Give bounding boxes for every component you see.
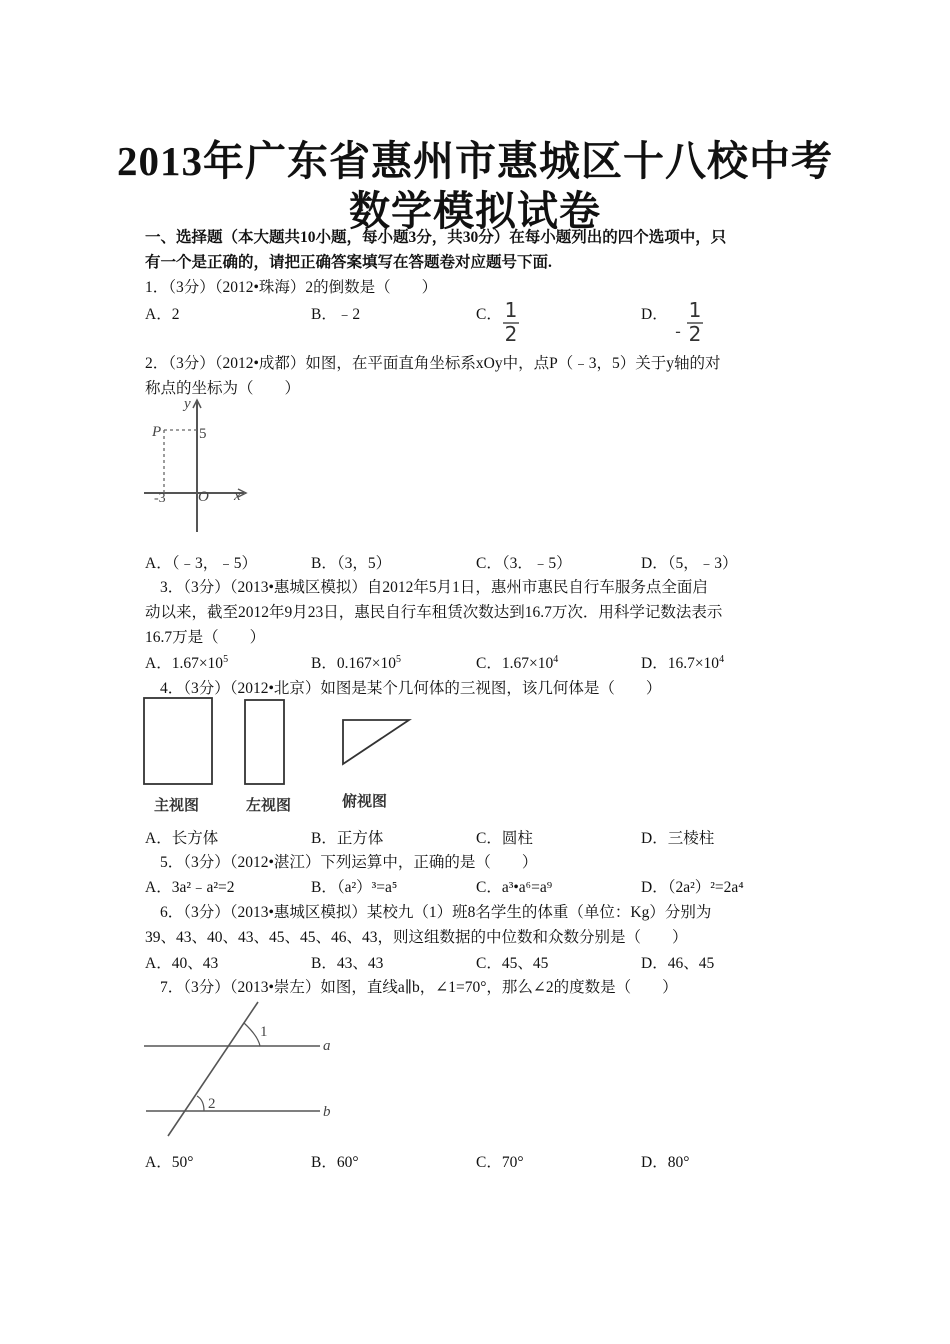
side-view [245,700,284,784]
question-2-options [145,551,810,575]
option-c[interactable] [476,651,558,673]
coordinate-figure [142,394,252,536]
option-d[interactable] [641,651,724,673]
option-d[interactable]: D．（5，﹣3） [641,555,738,572]
option-c[interactable]: C． [476,306,502,323]
angle-2-label: 2 [208,1096,216,1112]
question-7-stem: 7．（3分）（2013•崇左）如图，直线a∥b，∠1=70°，那么∠2的度数是（ ） [160,979,678,996]
question-3-stem-line1: 3．（3分）（2013•惠城区模拟）自2012年5月1日，惠州市惠民自行车服务点全面启 [160,579,708,596]
option-a-exponent: 5 [223,654,229,665]
axis-x-label: x [234,488,241,504]
parallel-lines-figure [140,996,350,1142]
section-heading-line: 有一个是正确的，请把正确答案填写在答题卷对应题号下面. [145,254,552,271]
top-view-label: 俯视图 [342,792,388,810]
option-d[interactable]: D．46、45 [641,955,715,972]
option-b-base: B．0.167×10 [311,655,396,672]
option-d[interactable]: D．80° [641,1154,690,1171]
option-a[interactable]: A．40、43 [145,955,219,972]
question-3-options [145,651,810,675]
option-c[interactable]: C．70° [476,1154,524,1171]
option-b[interactable] [311,651,401,673]
option-b[interactable]: B．60° [311,1154,359,1171]
question-5-options [145,875,810,899]
option-d[interactable]: D．三棱柱 [641,830,715,847]
option-a-base: A．1.67×10 [145,655,224,672]
option-d-exponent: 4 [719,654,725,665]
angle-1-label: 1 [260,1024,268,1040]
tick-5-label: 5 [199,426,207,442]
line-a-label: a [323,1038,331,1054]
option-b[interactable]: B．正方体 [311,830,384,847]
stem-line: 称点的坐标为（ ） [145,380,301,397]
stem-line: 2．（3分）（2012•成都）如图，在平面直角坐标系xOy中，点P（﹣3，5）关于y轴的对 [145,355,721,372]
option-c[interactable]: C．a³•a⁶=a⁹ [476,879,553,896]
question-1-stem: 1．（3分）（2012•珠海）2的倒数是（ ） [145,279,438,296]
option-c-base: C．1.67×10 [476,655,554,672]
option-d[interactable]: D． [641,306,668,323]
option-c[interactable]: C．（3．﹣5） [476,555,572,572]
fraction-c [495,295,525,345]
front-view [144,698,212,784]
page-title-line1: 2013年广东省惠州市惠城区十八校中考 [117,138,833,184]
question-3-stem-line2: 动以来，截至2012年9月23日，惠民自行车租赁次数达到16.7万次．用科学记数法表示 [145,604,723,621]
option-d-base: D．16.7×10 [641,655,720,672]
option-a[interactable]: A．2 [145,306,180,323]
fraction-c-denominator: 2 [504,322,518,345]
option-b[interactable]: B．﹣2 [311,306,361,323]
section-heading [145,225,810,275]
transversal [168,1002,258,1136]
option-b[interactable]: B．（3，5） [311,555,392,572]
origin-label: O [198,489,209,505]
question-5-stem: 5．（3分）（2012•湛江）下列运算中，正确的是（ ） [160,854,538,871]
side-view-label: 左视图 [246,796,292,814]
line-b-label: b [323,1104,331,1120]
point-p-label: P [152,424,162,440]
option-c-exponent: 4 [553,654,559,665]
option-a[interactable] [145,651,228,673]
fraction-d-denominator: 2 [688,322,702,345]
section-heading-line: 一、选择题（本大题共10小题，每小题3分，共30分）在每小题列出的四个选项中，只 [145,229,727,246]
option-a[interactable]: A．50° [145,1154,194,1171]
option-a[interactable]: A．长方体 [145,830,219,847]
fraction-d-numerator: 1 [688,298,702,322]
question-6-options [145,951,810,975]
top-view [343,720,409,764]
question-1-options [145,302,810,326]
front-view-label: 主视图 [154,796,200,814]
three-views-figure [140,694,430,820]
question-6-stem-line1: 6．（3分）（2013•惠城区模拟）某校九（1）班8名学生的体重（单位：Kg）分别为 [160,904,712,921]
tick-neg3-label: -3 [154,491,166,506]
fraction-d [670,295,710,345]
option-d[interactable]: D．（2a²）²=2a⁴ [641,879,744,896]
option-a[interactable]: A．3a²﹣a²=2 [145,879,235,896]
option-a[interactable]: A．（﹣3，﹣5） [145,555,257,572]
option-b[interactable]: B．（a²）³=a⁵ [311,879,398,896]
axis-y-label: y [184,396,191,412]
question-4-stem: 4．（3分）（2012•北京）如图是某个几何体的三视图，该几何体是（ ） [160,680,662,697]
option-c[interactable]: C．圆柱 [476,830,533,847]
question-4-options [145,826,810,850]
page-title-line2: 数学模拟试卷 [349,188,601,234]
fraction-c-numerator: 1 [504,298,518,322]
question-7-options [145,1150,810,1174]
question-6-stem-line2: 39、43、40、43、45、45、46、43，则这组数据的中位数和众数分别是（ ） [145,929,688,946]
option-b-exponent: 5 [395,654,401,665]
question-3-stem-line3: 16.7万是（ ） [145,629,266,646]
option-b[interactable]: B．43、43 [311,955,384,972]
fraction-d-sign: - [675,322,681,341]
option-c[interactable]: C．45、45 [476,955,549,972]
